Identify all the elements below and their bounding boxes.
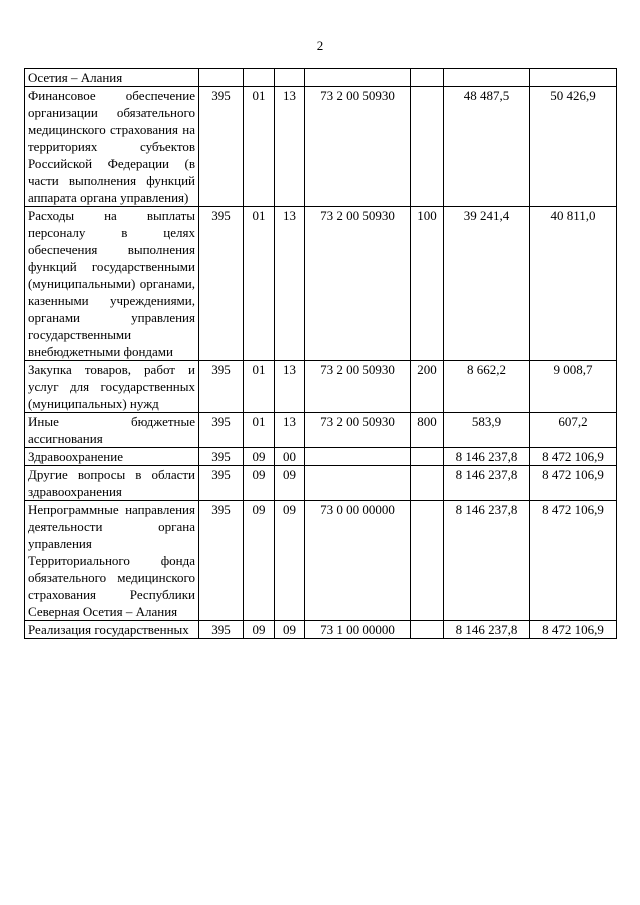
expense-type: [411, 87, 444, 207]
subsection-code: [275, 69, 305, 87]
table-row: [25, 621, 617, 639]
amount-year-1: 8 662,2: [444, 361, 530, 413]
row-name: Здравоохранение: [25, 448, 199, 466]
amount-year-1: 8 146 237,8: [444, 621, 530, 639]
amount-year-1: 8 146 237,8: [444, 448, 530, 466]
row-name: Осетия – Алания: [25, 69, 199, 87]
expense-type: [411, 466, 444, 501]
amount-year-2: 9 008,7: [530, 361, 617, 413]
target-article: 73 2 00 50930: [305, 207, 411, 361]
amount-year-1: [444, 69, 530, 87]
target-article: 73 0 00 00000: [305, 501, 411, 621]
ministry-code: 395: [199, 207, 244, 361]
subsection-code: 00: [275, 448, 305, 466]
row-name: Расходы на выплаты персоналу в целях обеспечения выполнения функций государственными (муниципальными) органами, казенными учреждениями, органами управления государственными внебюджетными фондами: [25, 207, 199, 361]
ministry-code: 395: [199, 361, 244, 413]
expense-type: 800: [411, 413, 444, 448]
amount-year-1: 39 241,4: [444, 207, 530, 361]
target-article: [305, 466, 411, 501]
section-code: 01: [244, 207, 275, 361]
row-name: Финансовое обеспечение организации обязательного медицинского страхования на территориях субъектов Российской Федерации (в части выполнения функций аппарата органа управления): [25, 87, 199, 207]
subsection-code: 09: [275, 621, 305, 639]
table-row: [25, 69, 617, 87]
subsection-code: 13: [275, 87, 305, 207]
subsection-code: 13: [275, 413, 305, 448]
section-code: 01: [244, 361, 275, 413]
ministry-code: 395: [199, 466, 244, 501]
target-article: 73 1 00 00000: [305, 621, 411, 639]
amount-year-2: 8 472 106,9: [530, 501, 617, 621]
amount-year-2: 50 426,9: [530, 87, 617, 207]
section-code: 01: [244, 87, 275, 207]
subsection-code: 13: [275, 361, 305, 413]
amount-year-2: 8 472 106,9: [530, 621, 617, 639]
expense-type: 200: [411, 361, 444, 413]
row-name: Реализация государственных: [25, 621, 199, 639]
table-row: [25, 501, 617, 621]
ministry-code: 395: [199, 448, 244, 466]
page-number: 2: [316, 38, 324, 53]
table-row: [25, 87, 617, 207]
section-code: 09: [244, 621, 275, 639]
section-code: [244, 69, 275, 87]
ministry-code: 395: [199, 413, 244, 448]
amount-year-2: [530, 69, 617, 87]
expense-type: [411, 448, 444, 466]
amount-year-2: 40 811,0: [530, 207, 617, 361]
amount-year-1: 8 146 237,8: [444, 466, 530, 501]
amount-year-1: 8 146 237,8: [444, 501, 530, 621]
subsection-code: 09: [275, 466, 305, 501]
table-row: [25, 413, 617, 448]
subsection-code: 13: [275, 207, 305, 361]
row-name: Непрограммные направления деятельности органа управления Территориального фонда обязательного медицинского страхования Республики Северная Осетия – Алания: [25, 501, 199, 621]
amount-year-1: 583,9: [444, 413, 530, 448]
table-row: [25, 466, 617, 501]
expense-type: [411, 69, 444, 87]
ministry-code: 395: [199, 87, 244, 207]
target-article: 73 2 00 50930: [305, 361, 411, 413]
target-article: 73 2 00 50930: [305, 87, 411, 207]
subsection-code: 09: [275, 501, 305, 621]
expense-type: [411, 501, 444, 621]
table-row: [25, 361, 617, 413]
section-code: 01: [244, 413, 275, 448]
row-name: Закупка товаров, работ и услуг для государственных (муниципальных) нужд: [25, 361, 199, 413]
amount-year-1: 48 487,5: [444, 87, 530, 207]
row-name: Другие вопросы в области здравоохранения: [25, 466, 199, 501]
section-code: 09: [244, 501, 275, 621]
amount-year-2: 8 472 106,9: [530, 448, 617, 466]
target-article: [305, 69, 411, 87]
row-name: Иные бюджетные ассигнования: [25, 413, 199, 448]
ministry-code: [199, 69, 244, 87]
expense-type: 100: [411, 207, 444, 361]
expense-type: [411, 621, 444, 639]
section-code: 09: [244, 466, 275, 501]
ministry-code: 395: [199, 621, 244, 639]
table-row: [25, 448, 617, 466]
amount-year-2: 8 472 106,9: [530, 466, 617, 501]
amount-year-2: 607,2: [530, 413, 617, 448]
table-row: [25, 207, 617, 361]
target-article: [305, 448, 411, 466]
section-code: 09: [244, 448, 275, 466]
target-article: 73 2 00 50930: [305, 413, 411, 448]
ministry-code: 395: [199, 501, 244, 621]
budget-table: [24, 68, 617, 639]
